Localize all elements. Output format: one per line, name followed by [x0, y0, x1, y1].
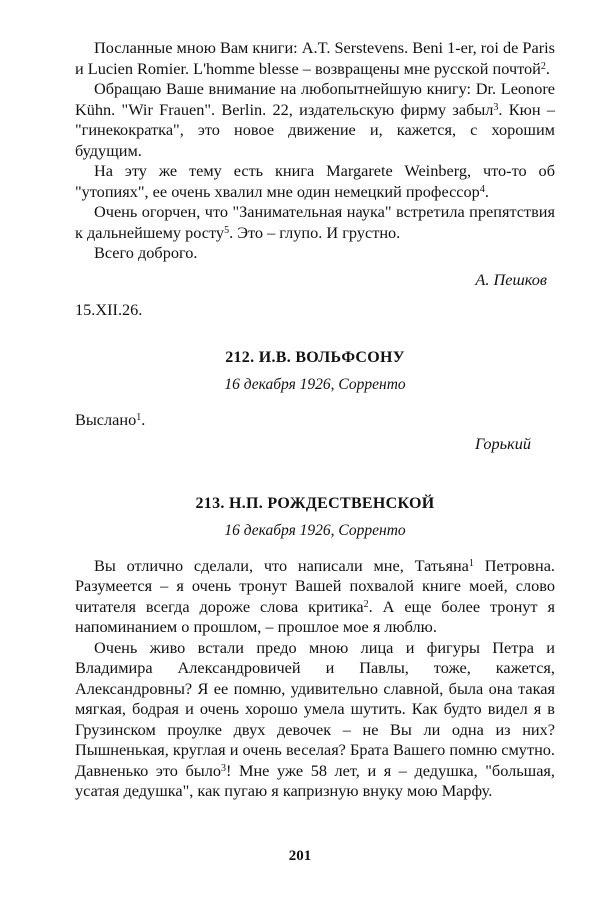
letter-213-heading: 213. Н.П. РОЖДЕСТВЕНСКОЙ [195, 494, 435, 512]
letter-212-heading: 212. И.В. ВОЛЬФСОНУ [225, 348, 405, 366]
letter-213-subheading: 16 декабря 1926, Сорренто [224, 521, 406, 539]
letter-212-body: Выслано$^1$. [75, 409, 146, 429]
paragraph: Посланные мною Вам книги: A.T. Serstevens. Beni 1-er, roi de Paris и Lucien Romier. L'homme blesse – возвращены мне русской почтой$^2$. [75, 38, 555, 78]
paragraph: Очень огорчен, что "Занимательная наука" встретила препятствия к дальнейшему росту$^5$. Это – глупо. И грустно. [75, 202, 555, 242]
paragraph: Всего доброго. [94, 243, 198, 262]
letter-211-body [75, 38, 555, 321]
page-number: 201 [288, 848, 312, 864]
paragraph: Вы отлично сделали, что написали мне, Татьяна$^1$ Петровна. Разумеется – я очень тронут Вашей похвалой книге моей, слово читателя всегда дороже слова критика$^2$. А еще более тронут я напоминанием о прошлом, – прошлое мое я люблю. [75, 555, 555, 636]
paragraph: Очень живо встали предо мною лица и фигуры Петра и Владимира Александровичей и Павлы, тоже, кажется, Александровны? Я ее помню, удивительно славной, была она такая мягкая, бодрая и очень хорошо умела шутить. Как будто видел я в Грузинском проулке двух девочек – не Вы ли одна из них? Пышненькая, круглая и очень веселая? Брата Вашего помню смутно. Давненько это было$^3$! Мне уже 58 лет, и я – дедушка, "большая, усатая дедушка", как пугаю я капризную внуку мою Марфу. [75, 637, 555, 800]
letter-212-subheading: 16 декабря 1926, Сорренто [224, 375, 406, 393]
paragraph: Обращаю Ваше внимание на любопытнейшую книгу: Dr. Leonore Kühn. "Wir Frauen". Berlin. 22, издательскую фирму забыл$^3$. Кюн – "гинекократка", это новое движение и, кажется, с хорошим будущим. [75, 79, 555, 160]
letter-date: 15.XII.26. [75, 300, 143, 319]
signature-gorky: Горький [474, 434, 531, 453]
signature-peshkov: А. Пешков [475, 269, 547, 289]
paragraph: На эту же тему есть книга Margarete Weinberg, что-то об "утопиях", ее очень хвалил мне один немецкий профессор$^4$. [75, 161, 555, 201]
page-content [75, 38, 555, 802]
